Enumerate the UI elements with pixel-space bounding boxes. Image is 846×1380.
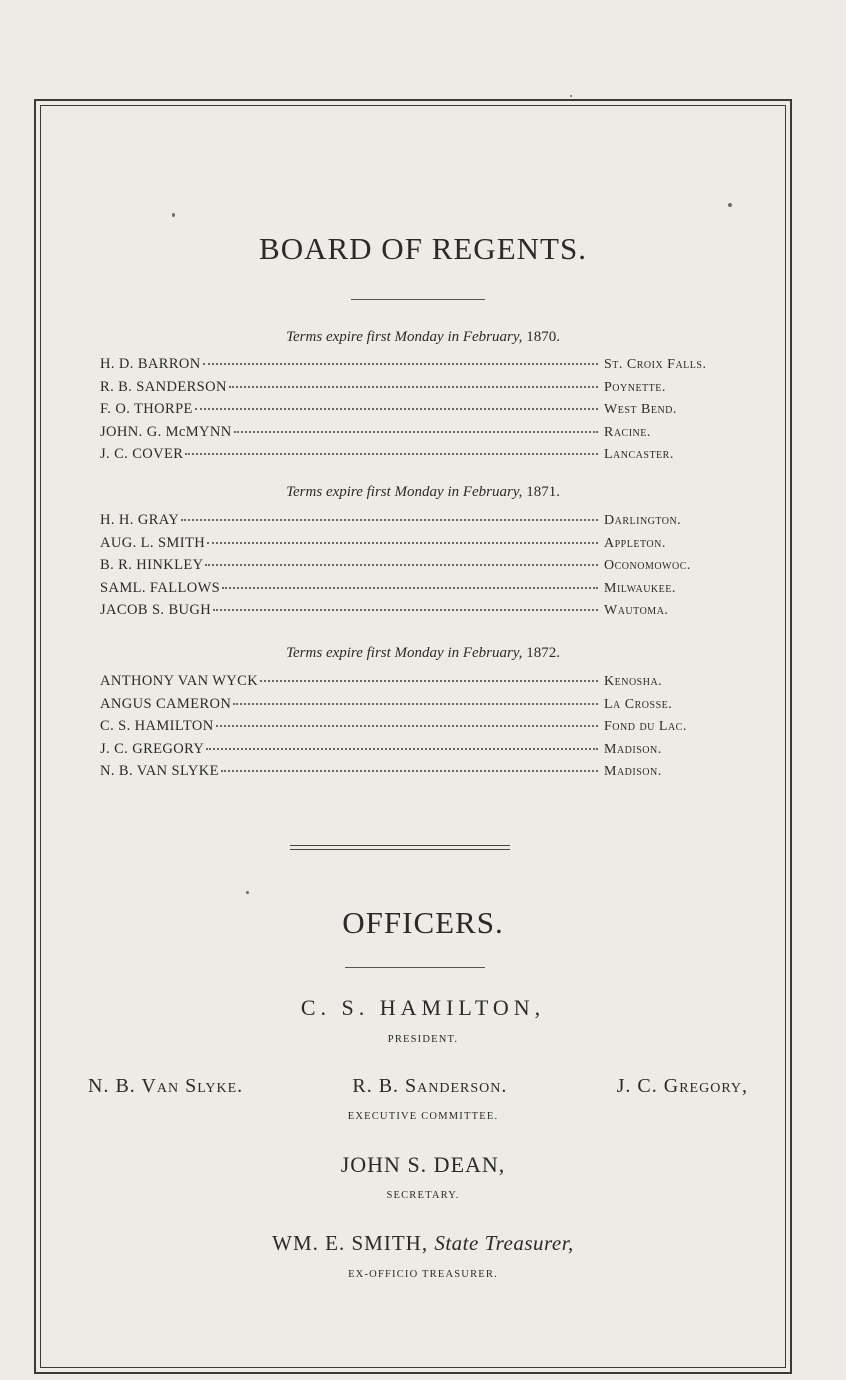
section-divider <box>290 845 510 850</box>
regent-list-1871 <box>100 512 746 625</box>
title-rule <box>351 299 485 300</box>
term-text: Terms expire first Monday in February, <box>286 329 527 345</box>
dot-leader <box>181 518 598 521</box>
paper-speck <box>570 95 572 97</box>
term-year: 1872. <box>526 645 560 661</box>
regent-name: ANTHONY VAN WYCK <box>100 673 259 689</box>
regent-name: F. O. THORPE <box>100 401 193 417</box>
regent-row <box>100 424 746 447</box>
regent-row <box>100 718 746 741</box>
regent-name: SAML. FALLOWS <box>100 579 221 596</box>
regent-row <box>100 446 746 469</box>
regent-name: JACOB S. BUGH <box>100 602 212 618</box>
president-name: C. S. HAMILTON, <box>300 995 546 1020</box>
regent-place: Darlington. <box>604 513 682 528</box>
regent-place: St. Croix Falls. <box>604 357 707 372</box>
regent-place: La Crosse. <box>604 696 673 712</box>
dot-leader <box>221 769 598 772</box>
regent-name: C. S. HAMILTON <box>100 718 214 734</box>
paper-speck <box>172 213 175 217</box>
paper-speck <box>728 203 732 207</box>
dot-leader <box>185 452 598 455</box>
secretary-name: JOHN S. DEAN, <box>340 1152 506 1177</box>
treasurer-line <box>0 1231 846 1256</box>
officers-title: OFFICERS. <box>342 905 504 940</box>
term-heading-1872 <box>0 645 846 662</box>
regent-name: J. C. COVER <box>100 446 184 462</box>
regent-row <box>100 741 746 764</box>
officers-title-rule <box>345 967 485 968</box>
term-year: 1870. <box>526 329 560 345</box>
dot-leader <box>213 608 598 611</box>
executive-committee-caption: EXECUTIVE COMMITTEE. <box>347 1111 499 1122</box>
regent-name: AUG. L. SMITH <box>100 534 206 551</box>
regent-row <box>100 763 746 786</box>
regent-name: R. B. SANDERSON <box>100 378 227 395</box>
treasurer-title: State Treasurer, <box>434 1231 574 1255</box>
paper-speck <box>246 891 249 894</box>
dot-leader <box>207 541 598 544</box>
dot-leader <box>216 724 598 727</box>
executive-committee-members <box>88 1075 748 1098</box>
regent-row <box>100 379 746 402</box>
regent-row <box>100 401 746 424</box>
regent-row <box>100 696 746 719</box>
regent-place: Wautoma. <box>604 603 669 618</box>
dot-leader <box>234 430 598 433</box>
regent-place: Oconomowoc. <box>604 558 691 573</box>
regent-place: Racine. <box>604 424 651 440</box>
regent-row <box>100 673 746 696</box>
regent-name: JOHN. G. McMYNN <box>100 423 232 440</box>
regent-place: Madison. <box>604 764 662 779</box>
regent-row <box>100 602 746 625</box>
regent-place: Kenosha. <box>604 674 663 689</box>
dot-leader <box>222 586 598 589</box>
regent-name: B. R. HINKLEY <box>100 557 204 573</box>
regent-place: West Bend. <box>604 402 677 417</box>
dot-leader <box>206 747 598 750</box>
regent-place: Lancaster. <box>604 447 674 462</box>
regent-row <box>100 512 746 535</box>
regent-name: H. D. BARRON <box>100 356 201 372</box>
regent-name: H. H. GRAY <box>100 512 180 528</box>
regent-row <box>100 580 746 603</box>
secretary-caption: SECRETARY. <box>386 1190 460 1201</box>
regent-name: ANGUS CAMERON <box>100 695 232 712</box>
regent-list-1870 <box>100 356 746 469</box>
board-of-regents-title: BOARD OF REGENTS. <box>259 231 587 266</box>
dot-leader <box>205 563 598 566</box>
dot-leader <box>229 385 598 388</box>
term-heading-1871 <box>0 484 846 501</box>
regent-place: Appleton. <box>604 535 666 551</box>
regent-row <box>100 557 746 580</box>
dot-leader <box>203 362 598 365</box>
term-heading-1870 <box>0 329 846 346</box>
term-text: Terms expire first Monday in February, <box>286 645 527 661</box>
regent-place: Milwaukee. <box>604 580 676 596</box>
regent-place: Poynette. <box>604 379 666 395</box>
dot-leader <box>260 679 598 682</box>
treasurer-name: WM. E. SMITH, <box>272 1231 429 1255</box>
regent-name: J. C. GREGORY <box>100 740 205 757</box>
dot-leader <box>195 407 598 410</box>
term-year: 1871. <box>526 484 560 500</box>
committee-member: N. B. Van Slyke. <box>88 1075 244 1097</box>
regent-row <box>100 356 746 379</box>
regent-row <box>100 535 746 558</box>
committee-member: J. C. Gregory, <box>616 1075 748 1097</box>
term-text: Terms expire first Monday in February, <box>286 484 527 500</box>
treasurer-caption: EX-OFFICIO TREASURER. <box>348 1269 498 1280</box>
regent-name: N. B. VAN SLYKE <box>100 763 219 779</box>
committee-member: R. B. Sanderson. <box>352 1075 508 1097</box>
regent-place: Madison. <box>604 741 662 757</box>
regent-list-1872 <box>100 673 746 786</box>
dot-leader <box>233 702 598 705</box>
president-caption: PRESIDENT. <box>387 1034 459 1045</box>
regent-place: Fond du Lac. <box>604 719 687 734</box>
